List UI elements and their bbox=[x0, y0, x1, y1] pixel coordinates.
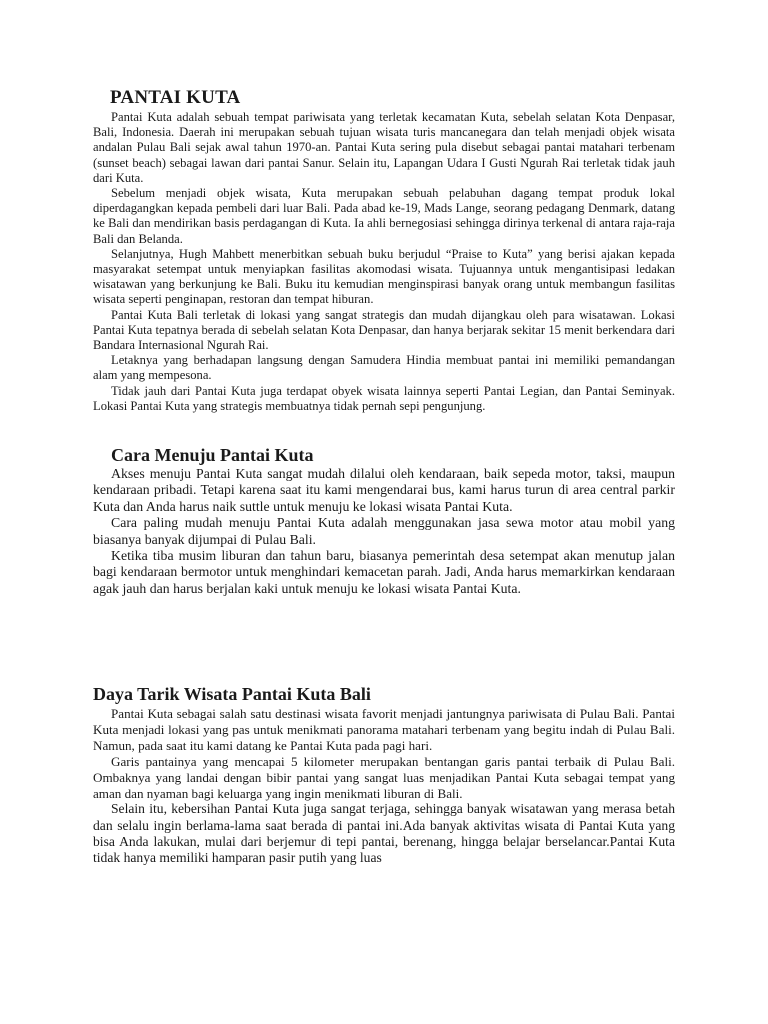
paragraph: Pantai Kuta Bali terletak di lokasi yang sangat strategis dan mudah dijangkau oleh para wisatawan. Lokasi Pantai Kuta tepatnya berada di sebelah selatan Kota Denpasar, dan hanya berjarak sekitar 15 menit berkendara dari Bandara Internasional Ngurah Rai. bbox=[93, 307, 675, 353]
paragraph: Selain itu, kebersihan Pantai Kuta juga sangat terjaga, sehingga banyak wisatawan yang merasa betah dan selalu ingin berlama-lama saat berada di pantai ini.Ada banyak aktivitas wisata di Pantai Kuta yang bisa Anda lakukan, mulai dari berjemur di tepi pantai, berenang, hingga belajar berselancar.Pantai Kuta tidak hanya memiliki hamparan pasir putih yang luas bbox=[93, 801, 675, 865]
paragraph: Sebelum menjadi objek wisata, Kuta merupakan sebuah pelabuhan dagang tempat produk lokal diperdagangkan kepada pembeli dari luar Bali. Pada abad ke-19, Mads Lange, seorang pedagang Denmark, datang ke Bali dan mendirikan basis perdagangan di Kuta. Ia ahli bernegosiasi sehingga dirinya terkenal di antara raja-raja Bali dan Belanda. bbox=[93, 186, 675, 246]
paragraph: Pantai Kuta sebagai salah satu destinasi wisata favorit menjadi jantungnya pariwisata di Pulau Bali. Pantai Kuta menjadi lokasi yang pas untuk menikmati panorama matahari terbenam yang begitu indah di Pulau Bali. Namun, pada saat itu kami datang ke Pantai Kuta pada pagi hari. bbox=[93, 706, 675, 753]
paragraph: Cara paling mudah menuju Pantai Kuta adalah menggunakan jasa sewa motor atau mobil yang biasanya banyak dijumpai di Pulau Bali. bbox=[93, 515, 675, 547]
paragraph: Garis pantainya yang mencapai 5 kilometer merupakan bentangan garis pantai terbaik di Pulau Bali. Ombaknya yang landai dengan bibir pantai yang sangat luas menjadikan Pantai Kuta sebagai tempat yang aman dan nyaman bagi keluarga yang ingin menikmati liburan di Bali. bbox=[93, 753, 675, 801]
section-heading-attractions: Daya Tarik Wisata Pantai Kuta Bali bbox=[93, 684, 371, 704]
paragraph: Letaknya yang berhadapan langsung dengan Samudera Hindia membuat pantai ini memiliki pemandangan alam yang mempesona. bbox=[93, 353, 675, 383]
intro-section bbox=[93, 110, 675, 414]
attractions-section bbox=[93, 706, 675, 866]
paragraph: Selanjutnya, Hugh Mahbett menerbitkan sebuah buku berjudul “Praise to Kuta” yang berisi ajakan kepada masyarakat setempat untuk menyiapkan fasilitas akomodasi wisata. Tujuannya untuk mengantisipasi ledakan wisatawan yang berkunjung ke Bali. Buku itu kemudian menginspirasi banyak orang untuk membangun fasilitas wisata seperti penginapan, restoran dan tempat hiburan. bbox=[93, 246, 675, 307]
section-heading-access: Cara Menuju Pantai Kuta bbox=[111, 445, 314, 465]
paragraph: Ketika tiba musim liburan dan tahun baru, biasanya pemerintah desa setempat akan menutup jalan bagi kendaraan bermotor untuk menghindari kemacetan parah. Jadi, Anda harus memarkirkan kendaraan agak jauh dan harus berjalan kaki untuk menuju ke lokasi wisata Pantai Kuta. bbox=[93, 548, 675, 596]
access-section bbox=[93, 466, 675, 597]
paragraph: Tidak jauh dari Pantai Kuta juga terdapat obyek wisata lainnya seperti Pantai Legian, dan Pantai Seminyak. Lokasi Pantai Kuta yang strategis membuatnya tidak pernah sepi pengunjung. bbox=[93, 383, 675, 413]
paragraph: Pantai Kuta adalah sebuah tempat pariwisata yang terletak kecamatan Kuta, sebelah selatan Kota Denpasar, Bali, Indonesia. Daerah ini merupakan sebuah tujuan wisata turis mancanegara dan telah menjadi objek wisata andalan Pulau Bali sejak awal tahun 1970-an. Pantai Kuta sering pula disebut sebagai pantai matahari terbenam (sunset beach) sebagai lawan dari pantai Sanur. Selain itu, Lapangan Udara I Gusti Ngurah Rai terletak tidak jauh dari Kuta. bbox=[93, 110, 675, 185]
paragraph: Akses menuju Pantai Kuta sangat mudah dilalui oleh kendaraan, baik sepeda motor, taksi, maupun kendaraan pribadi. Tetapi karena saat itu kami mengendarai bus, kami harus turun di area central parkir Kuta dan Anda harus naik suttle untuk menuju ke lokasi wisata Pantai Kuta. bbox=[93, 466, 675, 514]
document-title: PANTAI KUTA bbox=[110, 87, 241, 108]
